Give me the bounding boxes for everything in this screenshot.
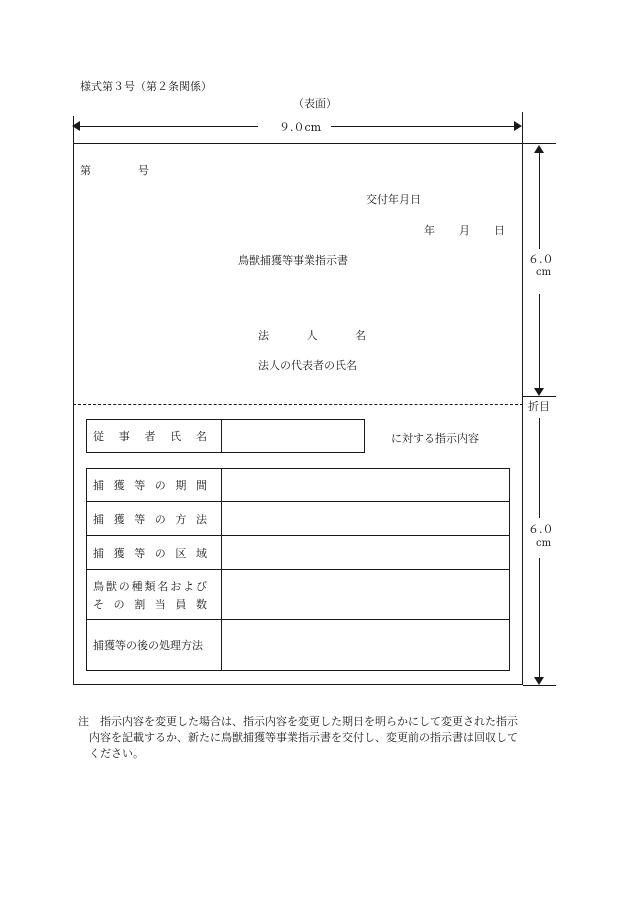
label-char: の: [154, 546, 166, 560]
corporation-name-label: [258, 327, 366, 343]
height-dimension-line: [539, 294, 540, 388]
label-char: 人: [306, 329, 318, 342]
form-number: 様式第３号（第２条関係）: [80, 80, 212, 93]
note-line: ください。: [78, 747, 144, 760]
label-char: 法: [195, 512, 207, 526]
label-char: の: [118, 579, 130, 593]
label-char: 獣: [105, 579, 117, 593]
capture-period-label: [87, 469, 222, 502]
label-char: 氏: [170, 430, 182, 443]
number-suffix: 号: [138, 164, 149, 177]
capture-method-value[interactable]: [222, 502, 510, 536]
date-month: 月: [459, 224, 470, 237]
worker-table: [86, 419, 365, 453]
disposal-method-label: 捕獲等の後の処理方法: [87, 620, 222, 671]
label-char: 名: [157, 579, 169, 593]
label-char: 鳥: [93, 579, 104, 593]
capture-area-value[interactable]: [222, 536, 510, 570]
label-char: そ: [93, 597, 104, 611]
width-dimension-line-left: [80, 126, 258, 127]
label-char: 期: [175, 479, 187, 492]
label-char: 当: [154, 597, 166, 611]
instruction-suffix: に対する指示内容: [391, 432, 479, 445]
arrow-down-icon: [534, 677, 544, 685]
instruction-table: [86, 468, 510, 671]
label-char: 等: [134, 512, 146, 526]
label-char: 域: [195, 546, 207, 560]
note-line: 内容を記載するか、新たに鳥獣捕獲等事業指示書を交付し、変更前の指示書は回収して: [78, 731, 518, 744]
date-year: 年: [424, 224, 435, 237]
height-tick-bottom: [523, 685, 556, 686]
label-char: 捕: [93, 546, 104, 560]
height-dimension-line: [539, 418, 540, 518]
side-label: （表面）: [293, 97, 337, 110]
disposal-method-value[interactable]: [222, 620, 510, 671]
label-char: 員: [175, 597, 187, 611]
label-char: 割: [134, 597, 146, 611]
number-prefix: 第: [80, 164, 91, 177]
label-char: 獲: [113, 479, 125, 492]
label-char: 等: [134, 546, 146, 560]
label-char: 獲: [113, 546, 125, 560]
height-tick-top: [523, 143, 556, 144]
table-row: [87, 502, 510, 536]
arrow-left-icon: [72, 121, 80, 131]
label-char: お: [170, 579, 182, 593]
fold-label: 折目: [528, 400, 550, 413]
label-char: 名: [196, 430, 207, 443]
label-char: 類: [144, 579, 156, 593]
height-dimension-line: [539, 151, 540, 249]
table-row: [87, 570, 510, 620]
height-dimension-number: ６.０: [528, 253, 554, 266]
label-char: 事: [118, 430, 130, 443]
label-char: 等: [134, 479, 146, 492]
height-dimension-unit: cm: [536, 538, 552, 549]
worker-name-value[interactable]: [222, 420, 365, 453]
label-char: の: [154, 512, 166, 526]
height-dimension-line: [539, 558, 540, 678]
table-row: [87, 620, 510, 671]
height-dimension-number: ６.０: [528, 523, 554, 536]
label-char: 捕: [93, 512, 104, 526]
capture-area-label: [87, 536, 222, 570]
arrow-down-icon: [534, 388, 544, 396]
label-char: び: [196, 579, 207, 593]
label-char: 区: [175, 546, 187, 560]
width-dimension-line-right: [331, 126, 515, 127]
issue-date-label: 交付年月日: [366, 193, 421, 206]
species-quota-value[interactable]: [222, 570, 510, 620]
fold-tick: [523, 396, 556, 397]
label-char: 間: [195, 479, 207, 492]
representative-label: 法人の代表者の氏名: [258, 359, 357, 372]
document-title: 鳥獣捕獲等事業指示書: [238, 254, 348, 267]
height-dimension-unit: cm: [536, 267, 552, 278]
label-char: 獲: [113, 512, 125, 526]
arrow-right-icon: [514, 121, 522, 131]
fold-line: [73, 404, 523, 405]
label-char: の: [154, 479, 166, 492]
label-char: 方: [175, 512, 187, 526]
label-char: 名: [355, 329, 366, 342]
table-row: [87, 536, 510, 570]
label-char: 法: [258, 329, 269, 342]
label-char: 捕: [93, 479, 104, 492]
note: [78, 714, 558, 762]
capture-period-value[interactable]: [222, 469, 510, 502]
label-char: よ: [183, 579, 195, 593]
width-dimension-label: ９.０cm: [278, 121, 322, 134]
width-extension-right: [522, 112, 523, 143]
capture-method-label: [87, 502, 222, 536]
date-day: 日: [494, 224, 505, 237]
label-char: 従: [93, 430, 104, 443]
label-char: 者: [144, 430, 156, 443]
label-char: 種: [131, 579, 143, 593]
worker-name-label: [87, 420, 222, 453]
label-char: の: [113, 597, 125, 611]
label-char: 数: [195, 597, 207, 611]
table-row: [87, 469, 510, 502]
species-quota-label: [87, 570, 222, 620]
note-line: 注 指示内容を変更した場合は、指示内容を変更した期日を明らかにして変更された指示: [78, 715, 518, 728]
